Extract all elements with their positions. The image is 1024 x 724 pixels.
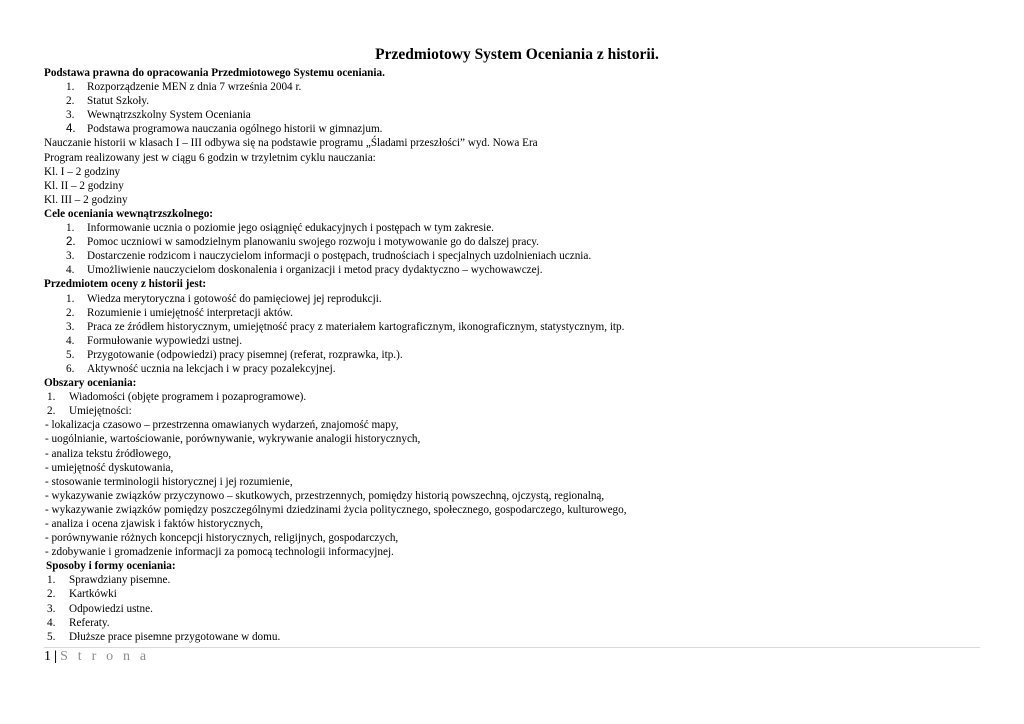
subject-heading: Przedmiotem oceny z historii jest: [44,278,207,291]
skill-item: - analiza i ocena zjawisk i faktów historycznych, [45,518,264,530]
class-hours-line: Kl. I – 2 godziny [44,165,121,178]
subject-item: 4. Formułowanie wypowiedzi ustnej. [66,334,243,347]
page-number: 1 [44,649,51,664]
program-text-line: Program realizowany jest w ciągu 6 godzin w trzyletnim cyklu nauczania: [44,151,376,164]
area-item: 1. Wiadomości (objęte programem i pozaprogramowe). [47,391,307,404]
method-item: 1. Sprawdziany pisemne. [47,574,171,587]
skill-item: - porównywanie różnych koncepcji historycznych, religijnych, gospodarczych, [45,532,399,545]
method-item: 5. Dłuższe prace pisemne przygotowane w domu. [47,630,281,643]
subject-item: 3. Praca ze źródłem historycznym, umiejętność pracy z materiałem kartograficznym, ikonograficznym, statystycznym, itp. [66,320,625,333]
goal-item: 2. Pomoc uczniowi w samodzielnym planowaniu swojego rozwoju i motywowanie go do dalszej pracy. [66,236,539,249]
skill-item: - umiejętność dyskutowania, [45,461,174,474]
method-item: 2. Kartkówki [47,588,117,601]
subject-item: 6. Aktywność ucznia na lekcjach i w pracy pozalekcyjnej. [66,362,336,375]
subject-item: 2. Rozumienie i umiejętność interpretacji aktów. [66,306,293,319]
skill-item: - stosowanie terminologii historycznej i jej rozumienie, [45,475,293,488]
footer-divider [44,647,980,648]
skill-item: - analiza tekstu źródłowego, [45,447,172,460]
class-hours-line: Kl. II – 2 godziny [44,179,124,192]
methods-heading: Sposoby i formy oceniania: [46,560,176,573]
legal-item: 1. Rozporządzenie MEN z dnia 7 września 2004 r. [66,81,302,94]
method-item: 3. Odpowiedzi ustne. [47,602,153,615]
goal-item: 3. Dostarczenie rodzicom i nauczycielom informacji o postępach, trudnościach i specjalnych uzdolnieniach ucznia. [66,250,592,263]
subject-item: 1. Wiedza merytoryczna i gotowość do pamięciowej jej reprodukcji. [66,292,382,305]
footer-separator: | [54,649,58,664]
skill-item: - zdobywanie i gromadzenie informacji za pomocą technologii informacyjnej. [45,546,394,559]
document-title: Przedmiotowy System Oceniania z historii. [375,46,659,63]
areas-heading: Obszary oceniania: [44,377,137,390]
legal-item: 3. Wewnątrzszkolny System Oceniania [66,109,251,122]
goal-item: 4. Umożliwienie nauczycielom doskonalenia i organizacji i metod pracy dydaktyczno – wychowawczej. [66,264,543,277]
goal-item: 1. Informowanie ucznia o poziomie jego osiągnięć edukacyjnych i postępach w tym zakresie. [66,222,494,235]
class-hours-line: Kl. III – 2 godziny [44,193,128,206]
subject-item: 5. Przygotowanie (odpowiedzi) pracy pisemnej (referat, rozprawka, itp.). [66,348,403,361]
skill-item: - wykazywanie związków przyczynowo – skutkowych, przestrzennych, pomiędzy historią powszechną, ojczystą, regionalną, [45,489,605,502]
page-label: S t r o n a [60,649,150,664]
skill-item: - uogólnianie, wartościowanie, porównywanie, wykrywanie analogii historycznych, [45,433,421,446]
area-item: 2. Umiejętności: [47,405,132,418]
skill-item: - wykazywanie związków pomiędzy poszczególnymi dziedzinami życia politycznego, społecznego, gospodarczego, kulturowego, [45,503,627,516]
page-footer [44,648,149,666]
legal-basis-heading: Podstawa prawna do opracowania Przedmiotowego Systemu oceniania. [44,67,385,79]
program-text-line: Nauczanie historii w klasach I – III odbywa się na podstawie programu „Śladami przeszłości” wyd. Nowa Era [44,137,538,150]
legal-item: 2. Statut Szkoły. [66,95,150,108]
legal-item: 4. Podstawa programowa nauczania ogólnego historii w gimnazjum. [66,123,383,136]
goals-heading: Cele oceniania wewnątrzszkolnego: [44,207,214,220]
method-item: 4. Referaty. [47,616,110,629]
document-page [44,45,984,644]
skill-item: - lokalizacja czasowo – przestrzenna omawianych wydarzeń, znajomość mapy, [45,419,399,432]
